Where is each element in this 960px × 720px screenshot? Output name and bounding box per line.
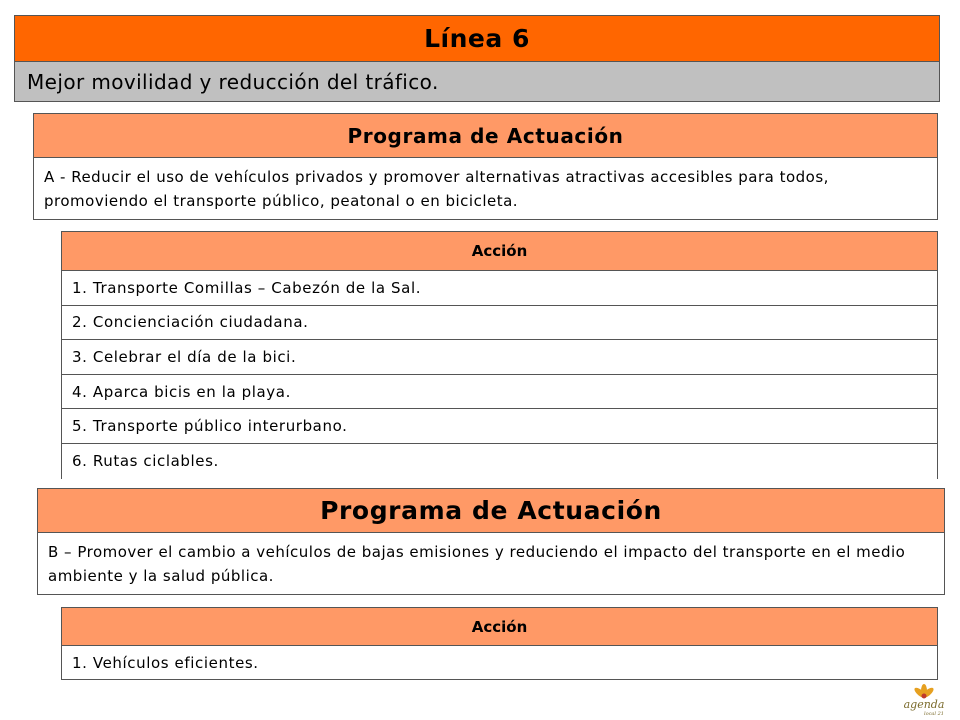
actions-b-table: [61, 607, 938, 680]
action-row: 2. Concienciación ciudadana.: [62, 306, 937, 341]
logo-text: agenda: [903, 698, 945, 711]
actions-a-table: [61, 231, 938, 479]
agenda-21-logo-icon: [898, 682, 950, 716]
program-b-description: B – Promover el cambio a vehículos de bajas emisiones y reduciendo el impacto del transporte en el medio ambiente y la salud pública.: [38, 533, 944, 594]
logo-subtext: local 21: [924, 711, 944, 716]
line-title: Línea 6: [15, 16, 939, 62]
actions-b-heading: Acción: [62, 608, 937, 646]
action-row: 6. Rutas ciclables.: [62, 444, 937, 479]
action-row: 3. Celebrar el día de la bici.: [62, 340, 937, 375]
line-subtitle: Mejor movilidad y reducción del tráfico.: [15, 62, 939, 101]
line-title-box: [14, 15, 940, 102]
program-b-box: [37, 488, 945, 595]
program-a-box: [33, 113, 938, 220]
action-row: 1. Vehículos eficientes.: [62, 646, 937, 679]
program-a-description: A - Reducir el uso de vehículos privados y promover alternativas atractivas accesibles para todos, promoviendo el transporte público, peatonal o en bicicleta.: [34, 158, 937, 219]
action-row: 1. Transporte Comillas – Cabezón de la Sal.: [62, 271, 937, 306]
program-b-heading: Programa de Actuación: [38, 489, 944, 533]
action-row: 4. Aparca bicis en la playa.: [62, 375, 937, 410]
action-row: 5. Transporte público interurbano.: [62, 409, 937, 444]
program-a-heading: Programa de Actuación: [34, 114, 937, 158]
actions-a-heading: Acción: [62, 232, 937, 271]
